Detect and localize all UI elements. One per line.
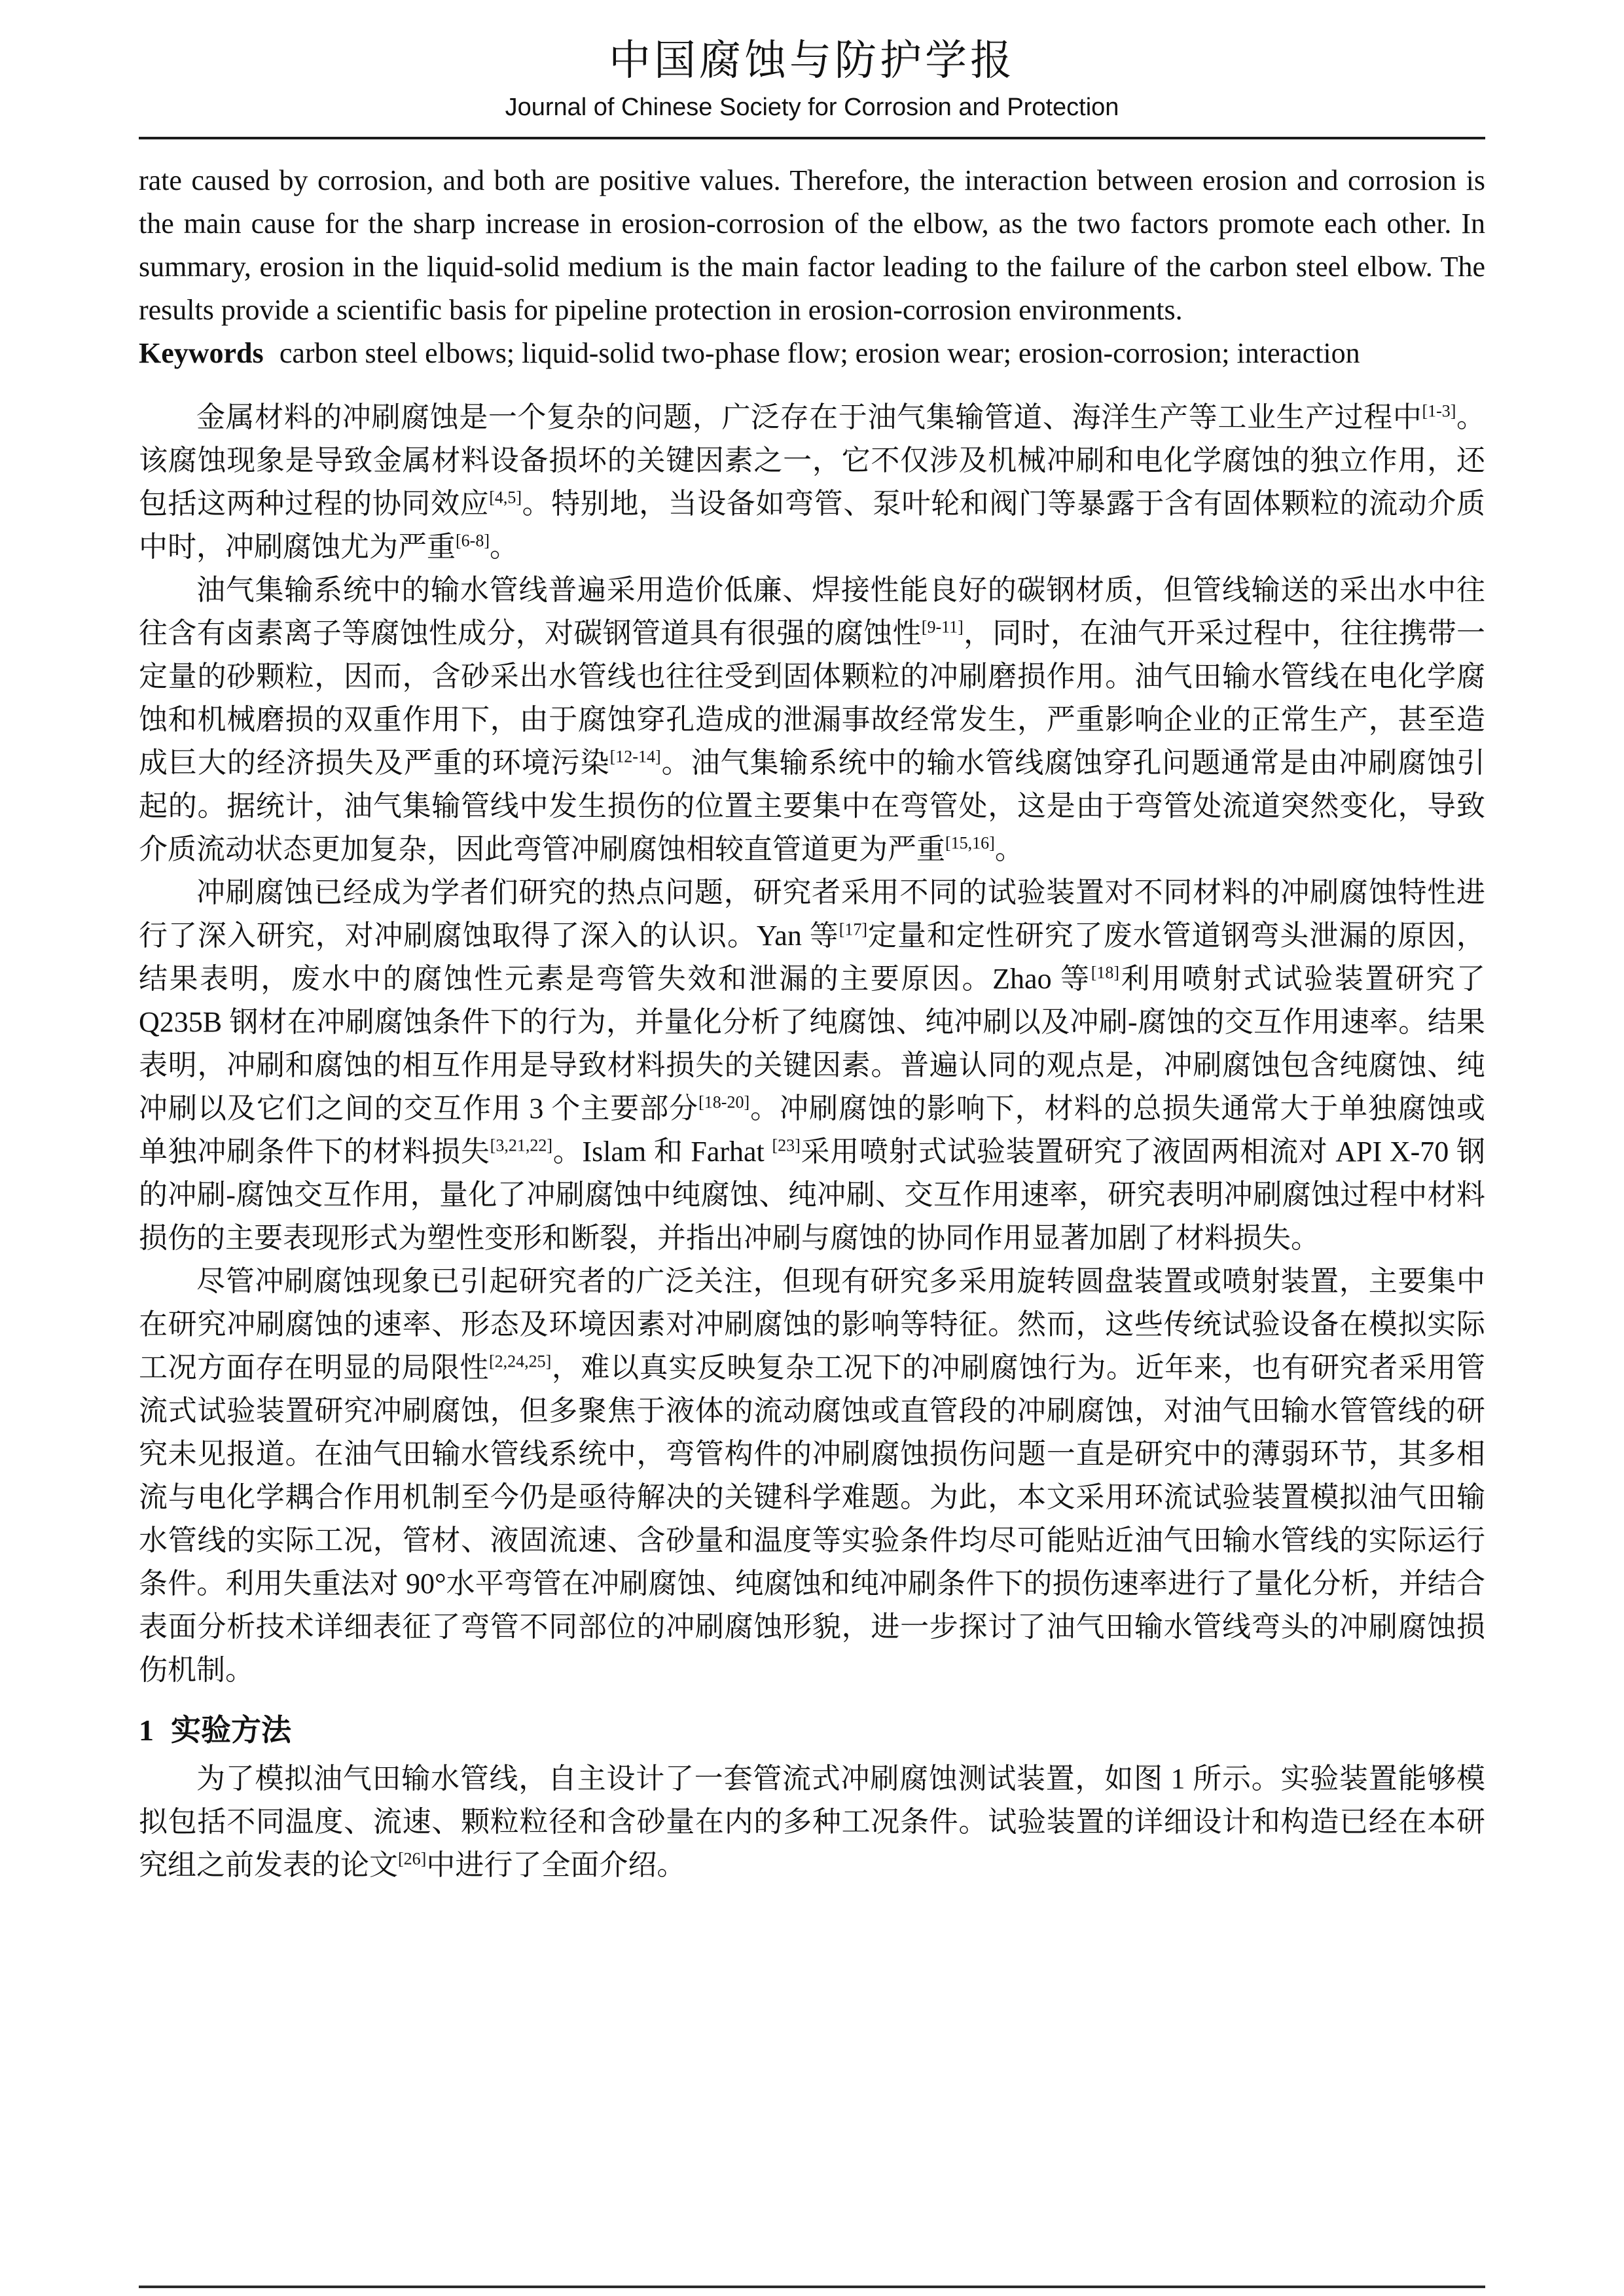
citation-ref: [9-11] (921, 617, 964, 637)
abstract-block (139, 159, 1485, 375)
journal-title-en: Journal of Chinese Society for Corrosion and Protection (505, 93, 1119, 121)
text-run: 定量和定性研究了废水管道钢弯头泄漏的原因，结果表明，废水中的腐蚀性元素是弯管失效和泄漏的主要原因。Zhao 等 (139, 920, 1485, 996)
section-heading-1 (139, 1709, 1485, 1752)
citation-ref: [15,16] (945, 833, 995, 853)
text-run: 。Islam 和 Farhat (552, 1136, 772, 1168)
keywords-text: carbon steel elbows; liquid-solid two-phase flow; erosion wear; erosion-corrosion; interaction (279, 337, 1360, 370)
text-run: ，同时，在油气开采过程中，往往携带一定量的砂颗粒，因而，含砂采出水管线也往往受到固体颗粒的冲刷磨损作用。油气田输水管线在电化学腐蚀和机械磨损的双重作用下，由于腐蚀穿孔造成的泄漏事故经常发生，严重影响企业的正常生产，甚至造成巨大的经济损失及严重的环境污染 (139, 617, 1486, 780)
text-run: 冲刷腐蚀已经成为学者们研究的热点问题，研究者采用不同的试验装置对不同材料的冲刷腐蚀特性进行了深入研究，对冲刷腐蚀取得了深入的认识。Yan 等 (139, 876, 1485, 952)
text-run: 。 (489, 531, 518, 564)
text-run: 利用喷射式试验装置研究了 Q235B 钢材在冲刷腐蚀条件下的行为，并量化分析了纯腐蚀、纯冲刷以及冲刷-腐蚀的交互作用速率。结果表明，冲刷和腐蚀的相互作用是导致材料损失的关键因素。普遍认同的观点是，冲刷腐蚀包含纯腐蚀、纯冲刷以及它们之间的交互作用 3 个主要部分 (139, 963, 1486, 1125)
text-run: 金属材料的冲刷腐蚀是一个复杂的问题，广泛存在于油气集输管道、海洋生产等工业生产过程中 (196, 401, 1422, 434)
text-run: 。 (994, 833, 1024, 866)
citation-ref: [2,24,25] (489, 1352, 552, 1371)
section-title: 实验方法 (171, 1713, 291, 1748)
citation-ref: [1-3] (1422, 401, 1456, 421)
text-run: 中进行了全面介绍。 (426, 1849, 686, 1882)
footer-divider (139, 2286, 1485, 2288)
page-header (139, 36, 1485, 139)
citation-ref: [17] (839, 920, 868, 939)
citation-ref: [26] (398, 1849, 427, 1869)
text-run: 采用喷射式试验装置研究了液固两相流对 API X-70 钢的冲刷-腐蚀交互作用，量化了冲刷腐蚀中纯腐蚀、纯冲刷、交互作用速率，研究表明冲刷腐蚀过程中材料损伤的主要表现形式为塑性变形和断裂，并指出冲刷与腐蚀的协同作用显著加剧了材料损失。 (139, 1136, 1486, 1255)
text-run: 油气集输系统中的输水管线普遍采用造价低廉、焊接性能良好的碳钢材质，但管线输送的采出水中往往含有卤素离子等腐蚀性成分，对碳钢管道具有很强的腐蚀性 (139, 574, 1485, 650)
text-run: 为了模拟油气田输水管线，自主设计了一套管流式冲刷腐蚀测试装置，如图 1 所示。实验装置能够模拟包括不同温度、流速、颗粒粒径和含砂量在内的多种工况条件。试验装置的详细设计和构造已经在本研究组之前发表的论文 (139, 1763, 1485, 1882)
abstract-continuation-text: rate caused by corrosion, and both are positive values. Therefore, the interaction between erosion and corrosion is the main cause for the sharp increase in erosion-corrosion of the elbow, as the two factors promote each other. In summary, erosion in the liquid-solid medium is the main factor leading to the failure of the carbon steel elbow. The results provide a scientific basis for pipeline protection in erosion-corrosion environments. (139, 164, 1485, 327)
body-paragraph (139, 871, 1485, 1260)
text-run: 尽管冲刷腐蚀现象已引起研究者的广泛关注，但现有研究多采用旋转圆盘装置或喷射装置，主要集中在研究冲刷腐蚀的速率、形态及环境因素对冲刷腐蚀的影响等特征。然而，这些传统试验设备在模拟实际工况方面存在明显的局限性 (139, 1265, 1485, 1384)
body-paragraph (139, 569, 1485, 871)
text-run: 。冲刷腐蚀的影响下，材料的总损失通常大于单独腐蚀或单独冲刷条件下的材料损失 (139, 1092, 1486, 1168)
citation-ref: [3,21,22] (490, 1136, 552, 1155)
citation-ref: [6-8] (456, 531, 490, 550)
body-paragraph (139, 1757, 1485, 1887)
citation-ref: [18] (1091, 963, 1120, 982)
text-run: ，难以真实反映复杂工况下的冲刷腐蚀行为。近年来，也有研究者采用管流式试验装置研究冲刷腐蚀，但多聚焦于液体的流动腐蚀或直管段的冲刷腐蚀，对油气田输水管管线的研究未见报道。在油气田输水管线系统中，弯管构件的冲刷腐蚀损伤问题一直是研究中的薄弱环节，其多相流与电化学耦合作用机制至今仍是亟待解决的关键科学难题。为此，本文采用环流试验装置模拟油气田输水管线的实际工况，管材、液固流速、含砂量和温度等实验条件均尽可能贴近油气田输水管线的实际运行条件。利用失重法对 90°水平弯管在冲刷腐蚀、纯腐蚀和纯冲刷条件下的损伤速率进行了量化分析，并结合表面分析技术详细表征了弯管不同部位的冲刷腐蚀形貌，进一步探讨了油气田输水管线弯头的冲刷腐蚀损伤机制。 (139, 1352, 1486, 1687)
header-divider (139, 137, 1485, 139)
citation-ref: [18-20] (698, 1092, 750, 1112)
introduction-paragraphs (139, 396, 1485, 1692)
body-paragraph (139, 1260, 1485, 1692)
text-run: 。该腐蚀现象是导致金属材料设备损坏的关键因素之一，它不仅涉及机械冲刷和电化学腐蚀的独立作用，还包括这两种过程的协同效应 (139, 401, 1486, 520)
citation-ref: [12-14] (609, 747, 661, 766)
citation-ref: [23] (772, 1136, 801, 1155)
text-run: 。特别地，当设备如弯管、泵叶轮和阀门等暴露于含有固体颗粒的流动介质中时，冲刷腐蚀尤为严重 (139, 488, 1486, 564)
text-run: 。油气集输系统中的输水管线腐蚀穿孔问题通常是由冲刷腐蚀引起的。据统计，油气集输管线中发生损伤的位置主要集中在弯管处，这是由于弯管处流道突然变化，导致介质流动状态更加复杂，因此弯管冲刷腐蚀相较直管道更为严重 (139, 747, 1485, 866)
body-paragraph (139, 396, 1485, 569)
section-number: 1 (139, 1713, 154, 1748)
section-1-paragraphs (139, 1757, 1485, 1887)
keywords-label: Keywords (139, 337, 264, 370)
keywords-line (139, 332, 1485, 375)
journal-title-zh: 中国腐蚀与防护学报 (609, 37, 1015, 84)
citation-ref: [4,5] (489, 488, 522, 507)
